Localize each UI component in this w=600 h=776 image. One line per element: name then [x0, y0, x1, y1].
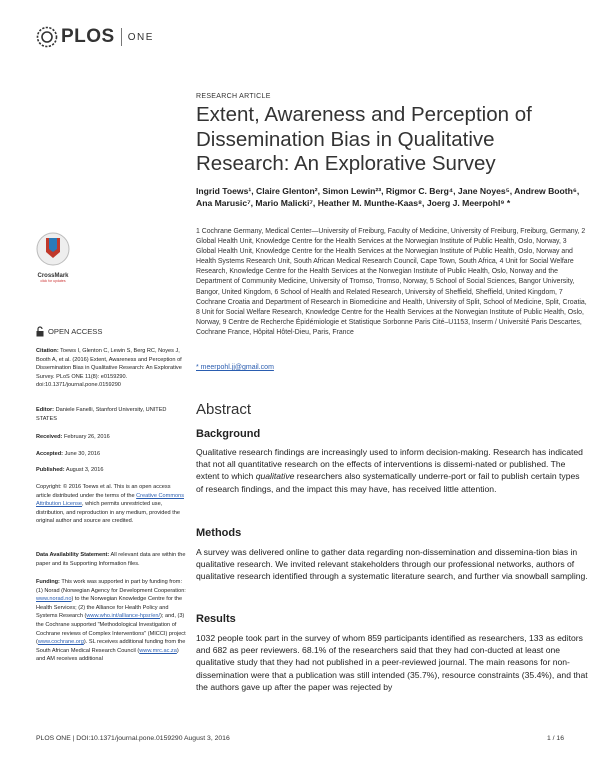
article-title: Extent, Awareness and Perception of Dissemination Bias in Qualitative Research: An Explorative Survey	[196, 103, 532, 175]
citation-label: Citation:	[36, 348, 59, 354]
citation-text: Toews I, Glenton C, Lewin S, Berg RC, Noyes J, Booth A, et al. (2016) Extent, Awareness and Perception of Dissemination Bias in Qualitative Research: An Explorative Survey. PLoS ONE 11(8): e0159290. doi:10.1371/journal.pone.0159290	[36, 348, 182, 389]
accepted-block	[36, 450, 186, 459]
results-heading: Results	[196, 613, 236, 625]
funding-text-1: This work was supported in part by funding from: (1) Norad (Norwegian Agency for Development Cooperation:	[36, 579, 186, 594]
crossmark-icon	[36, 232, 70, 266]
funding-text-5: ) and AM receives additional	[36, 647, 179, 663]
logo-divider	[121, 28, 122, 46]
data-availability-label: Data Availability Statement:	[36, 552, 110, 558]
corresponding-email-link[interactable]: * meerpohl.jj@gmail.com	[196, 364, 274, 371]
funding-label: Funding:	[36, 579, 60, 585]
published-label: Published:	[36, 467, 65, 473]
received-block	[36, 433, 186, 442]
received-date: February 26, 2016	[64, 434, 110, 440]
crossmark-label: CrossMark	[37, 273, 69, 279]
results-text: 1032 people took part in the survey of whom 859 participants identified as researchers, 133 as editors and 682 as peer reviewers. 68.1% of the researchers said that they had con-ducted at least one qualitative study that they had not published in a peer-reviewed journal. The main reasons for non-dissemination were that a publication was still intended (35.7%), resource constraints (35.4%), and that the authors gave up after the paper was rejected by	[196, 633, 588, 692]
open-access-label: OPEN ACCESS	[48, 327, 103, 336]
background-text	[196, 446, 588, 495]
editor-label: Editor:	[36, 407, 55, 413]
abstract-heading: Abstract	[196, 401, 252, 418]
crossmark-sub: click for updates	[40, 279, 66, 283]
page-number: 1 / 16	[546, 735, 564, 742]
funding-text-4: ). SL receives additional funding from the South African Medical Research Council (	[36, 639, 186, 654]
published-block	[36, 466, 186, 475]
affiliations: 1 Cochrane Germany, Medical Center—University of Freiburg, Faculty of Medicine, University of Freiburg, Freiburg, Germany, 2 Global Health Unit, Knowledge Centre for the Health Services at the Norwegian Institute of Public Health, Oslo, Norway, 3 Global Health Unit, Knowledge Centre for the Health Services at the Norwegian Institute of Public Health, Oslo, Norway and Health Systems Research Unit, South African Medical Research Council, Cape Town, South Africa, 4 Unit for Social Welfare Research, Knowledge Centre for the Health Services at the Norwegian Institute of Public Health, Oslo, Norway and the Department of Community Medicine, University of Tromso, Tromso, Norway, 5 School of Social Sciences, Bangor University, Bangor, United Kingdom, 6 School of Health and Related Research, University of Sheffield, Sheffield, United Kingdom, 7 Cochrane Croatia and Department of Research in Biomedicine and Health, University of Split, School of Medicine, Split, Croatia, 8 Unit for Social Welfare Research, Knowledge Centre for the Health Services at the Norwegian Institute of Public Health, Oslo, Norway, 9 Centre de Recherche Épidémiologie et Statistique Sorbonne Paris Cité–U1153, Inserm / Université Paris Descartes, Cochrane France, Hôpital Hôtel-Dieu, Paris, France	[196, 228, 587, 336]
funding-text-2: ) to the Norwegian Knowledge Centre for the Health Services; (2) the Alliance for Health Policy and Systems Research (	[36, 596, 183, 620]
published-date: August 3, 2016	[65, 467, 104, 473]
background-text-end: researchers also systematically underre-port or fail to publish certain types of research findings, and the impact this may have, has received little attention.	[196, 471, 580, 494]
open-access-badge	[36, 326, 102, 337]
funding-block	[36, 578, 186, 664]
accepted-label: Accepted:	[36, 451, 64, 457]
article-type: RESEARCH ARTICLE	[196, 93, 271, 100]
author-list: Ingrid Toews¹, Claire Glenton², Simon Lewin²³, Rigmor C. Berg⁴, Jane Noyes⁵, Andrew Booth⁶, Ana Marusic⁷, Mario Malicki⁷, Heather M. Munthe-Kaas⁸, Joerg J. Meerpohl⁹ *	[196, 186, 580, 209]
background-text-start: Qualitative research findings are increasingly used to inform decision-making. Research has indicated that not all quantitative research on the effects of interventions is dissemi-nated or published. The extent to which	[196, 447, 583, 482]
plos-logo-mark-icon	[36, 26, 58, 48]
copyright-block	[36, 483, 186, 526]
plos-one-logo	[36, 26, 154, 48]
data-availability-block	[36, 551, 186, 568]
citation-block	[36, 347, 186, 390]
logo-name: PLOS	[61, 26, 115, 47]
norad-link[interactable]: www.norad.no	[36, 596, 72, 603]
copyright-text-end: , which permits unrestricted use, distribution, and reproduction in any medium, provided the original author and source are credited.	[36, 501, 180, 525]
open-lock-icon	[36, 326, 44, 337]
methods-heading: Methods	[196, 527, 242, 539]
accepted-date: June 30, 2016	[64, 451, 101, 457]
mrc-link[interactable]: www.mrc.ac.za	[139, 647, 177, 654]
data-availability-text: All relevant data are within the paper and its Supporting Information files.	[36, 552, 186, 567]
background-heading: Background	[196, 428, 261, 440]
who-link[interactable]: www.who.int/alliance-hpsr/en/	[86, 613, 161, 620]
methods-text: A survey was delivered online to gather data regarding non-dissemination and dissemina-tion bias in qualitative research. We invited relevant stakeholders through our professional networks, authors of qualitative research identified through a systematic literature search, and further via snowball sampling.	[196, 547, 588, 582]
editor-block	[36, 406, 186, 423]
cochrane-link[interactable]: www.cochrane.org	[37, 639, 84, 646]
footer-citation: PLOS ONE | DOI:10.1371/journal.pone.0159290 August 3, 2016	[36, 735, 230, 742]
crossmark-badge[interactable]	[36, 232, 70, 283]
logo-journal: ONE	[127, 31, 154, 43]
background-emphasis: qualitative	[255, 471, 295, 482]
copyright-text: Copyright: © 2016 Toews et al. This is an open access article distributed under the terms of the	[36, 484, 171, 499]
cc-license-link[interactable]: Creative Commons Attribution License	[36, 492, 184, 508]
received-label: Received:	[36, 434, 63, 440]
funding-text-3: ); and, (3) the Cochrane supported "Methodological Investigation of Cochrane reviews of Complex Interventions" (MICCI) project (	[36, 613, 186, 646]
editor-text: Daniele Fanelli, Stanford University, UNITED STATES	[36, 407, 167, 422]
